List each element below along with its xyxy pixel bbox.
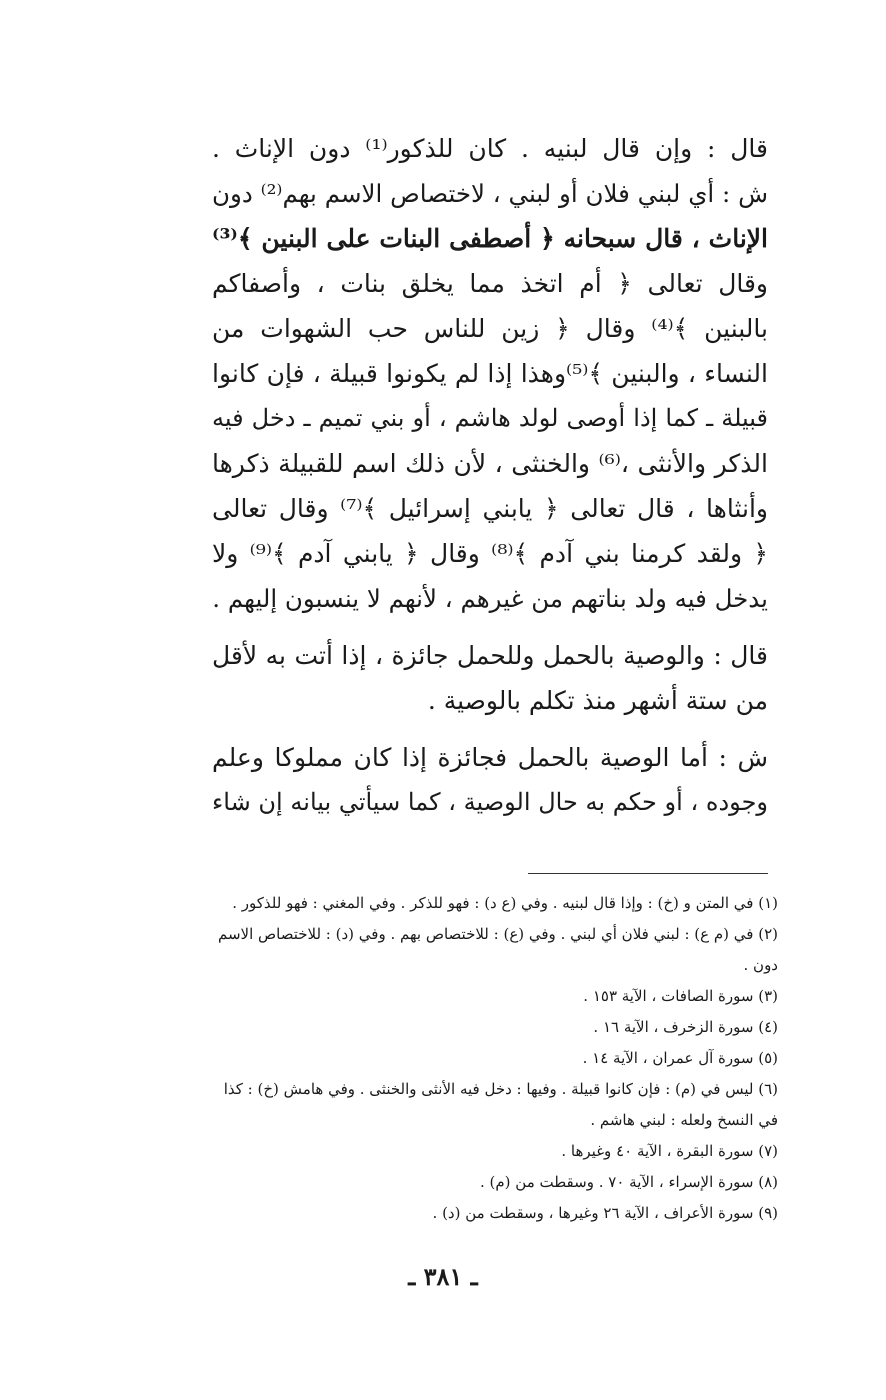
text-line: ش : أما الوصية بالحمل فجائزة إذا كان مملوكا وعلم — [212, 743, 768, 772]
text-line: وأنثاها ، قال تعالى ﴿ يابني إسرائيل ﴾⁽⁷⁾ وقال تعالى — [212, 494, 768, 523]
footnote: في النسخ ولعله : لبني هاشم . — [590, 1111, 778, 1129]
text-line: قال : وإن قال لبنيه . كان للذكور⁽¹⁾ دون الإناث . — [212, 134, 768, 163]
footnote: (٥) سورة آل عمران ، الآية ١٤ . — [582, 1049, 778, 1067]
text-line: قبيلة ـ كما إذا أوصى لولد هاشم ، أو بني تميم ـ دخل فيه — [212, 404, 768, 432]
text-line: ش : أي لبني فلان أو لبني ، لاختصاص الاسم بهم⁽²⁾ دون — [212, 179, 769, 208]
footnote: دون . — [743, 956, 778, 974]
text-line: يدخل فيه ولد بناتهم من غيرهم ، لأنهم لا ينسبون إليهم . — [212, 584, 768, 613]
text-line: الذكر والأنثى ،⁽⁶⁾ والخنثى ، لأن ذلك اسم للقبيلة ذكرها — [212, 449, 768, 478]
text-line: بالبنين ﴾⁽⁴⁾ وقال ﴿ زين للناس حب الشهوات من — [212, 314, 768, 343]
text-line: ﴿ ولقد كرمنا بني آدم ﴾⁽⁸⁾ وقال ﴿ يابني آدم ﴾⁽⁹⁾ ولا — [212, 539, 769, 568]
text-line: من ستة أشهر منذ تكلم بالوصية . — [427, 686, 768, 715]
footnote: (٤) سورة الزخرف ، الآية ١٦ . — [593, 1018, 778, 1036]
footnote: (٨) سورة الإسراء ، الآية ٧٠ . وسقطت من (م) . — [480, 1173, 778, 1191]
page-number: ـ ٣٨١ ـ — [408, 1262, 478, 1291]
footnote: (٩) سورة الأعراف ، الآية ٢٦ وغيرها ، وسقطت من (د) . — [432, 1204, 778, 1222]
footnotes — [102, 888, 778, 1229]
text-line: قال : والوصية بالحمل وللحمل جائزة ، إذا أتت به لأقل — [212, 641, 768, 670]
text-line: وقال تعالى ﴿ أم اتخذ مما يخلق بنات ، وأصفاكم — [212, 269, 768, 298]
text-line: الإناث ، قال سبحانه ﴿ أصطفى البنات على البنين ﴾⁽³⁾ — [212, 224, 768, 253]
footnote: (١) في المتن و (خ) : وإذا قال لبنيه . وفي (ع د) : فهو للذكر . وفي المغني : فهو للذكور . — [232, 894, 778, 912]
footnote: (٧) سورة البقرة ، الآية ٤٠ وغيرها . — [561, 1142, 778, 1160]
main-text — [212, 126, 768, 825]
footnote-divider — [528, 873, 768, 874]
text-line: وجوده ، أو حكم به حال الوصية ، كما سيأتي بيانه إن شاء — [212, 788, 768, 816]
text-line: النساء ، والبنين ﴾⁽⁵⁾وهذا إذا لم يكونوا قبيلة ، فإن كانوا — [212, 359, 768, 388]
footnote: (٢) في (م ع) : لبني فلان أي لبني . وفي (ع) : للاختصاص بهم . وفي (د) : للاختصاص الاسم — [217, 925, 778, 943]
footnote: (٣) سورة الصافات ، الآية ١٥٣ . — [583, 987, 778, 1005]
footnote: (٦) ليس في (م) : فإن كانوا قبيلة . وفيها : دخل فيه الأنثى والخنثى . وفي هامش (خ) : كذا — [223, 1080, 778, 1098]
